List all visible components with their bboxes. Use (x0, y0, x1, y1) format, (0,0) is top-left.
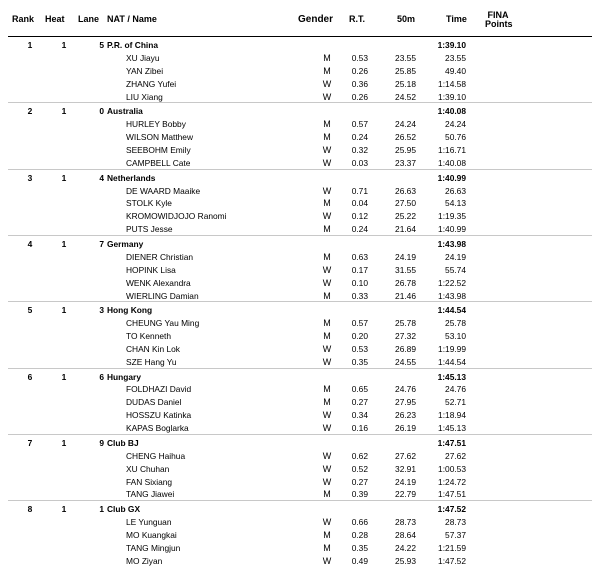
swimmer-cumulative-time: 26.63 (445, 185, 466, 196)
swimmer-split: 25.78 (395, 318, 416, 329)
team-time: 1:39.10 (437, 40, 466, 50)
swimmer-name: KROMOWIDJOJO Ranomi (126, 211, 227, 222)
swimmer-name: YAN Zibei (126, 65, 164, 76)
swimmer-name: CHAN Kin Lok (126, 343, 180, 354)
team-heat: 1 (61, 371, 67, 382)
swimmer-row (0, 317, 600, 329)
swimmer-reaction-time: 0.36 (351, 78, 368, 89)
swimmer-cumulative-time: 1:00.53 (438, 463, 466, 474)
team-row (0, 437, 600, 449)
swimmer-name: XU Jiayu (126, 52, 160, 63)
team-lane: 1 (99, 504, 104, 515)
swimmer-cumulative-time: 54.13 (445, 198, 466, 209)
swimmer-reaction-time: 0.24 (351, 224, 368, 235)
team-row (0, 105, 600, 117)
swimmer-gender: W (322, 78, 332, 89)
swimmer-cumulative-time: 1:19.35 (438, 211, 466, 222)
swimmer-reaction-time: 0.57 (351, 119, 368, 130)
swimmer-row (0, 223, 600, 235)
swimmer-cumulative-time: 57.37 (445, 529, 466, 540)
swimmer-reaction-time: 0.49 (351, 555, 368, 566)
swimmer-gender: M (323, 224, 331, 235)
swimmer-gender: W (322, 157, 332, 168)
swimmer-cumulative-time: 1:19.99 (438, 343, 466, 354)
team-heat: 1 (61, 238, 67, 249)
team-lane: 9 (99, 437, 104, 448)
swimmer-name: XU Chuhan (126, 463, 170, 474)
swimmer-reaction-time: 0.35 (351, 356, 368, 367)
swimmer-name: PUTS Jesse (126, 224, 173, 235)
swimmer-cumulative-time: 1:43.98 (438, 290, 466, 301)
swimmer-name: DE WAARD Maaike (126, 185, 201, 196)
team-time: 1:40.08 (437, 106, 466, 117)
swimmer-name: TANG Mingjun (126, 542, 181, 553)
swimmer-reaction-time: 0.28 (351, 529, 368, 540)
swimmer-split: 24.19 (395, 251, 416, 262)
swimmer-split: 25.22 (395, 211, 416, 222)
team-row (0, 371, 600, 383)
swimmer-split: 24.52 (395, 91, 416, 102)
swimmer-split: 25.18 (395, 78, 416, 89)
swimmer-row (0, 78, 600, 90)
swimmer-row (0, 422, 600, 434)
swimmer-cumulative-time: 1:22.52 (438, 277, 466, 288)
swimmer-reaction-time: 0.33 (351, 290, 368, 301)
swimmer-gender: W (322, 423, 332, 434)
swimmer-name: CHEUNG Yau Ming (126, 318, 200, 329)
swimmer-gender: W (322, 211, 332, 222)
team-lane: 4 (99, 172, 104, 183)
swimmer-row (0, 157, 600, 169)
swimmer-row (0, 396, 600, 408)
swimmer-reaction-time: 0.62 (351, 450, 368, 461)
swimmer-cumulative-time: 24.76 (445, 384, 466, 395)
team-rank: 7 (27, 437, 33, 448)
team-name: P.R. of China (107, 40, 159, 50)
swimmer-row (0, 131, 600, 143)
swimmer-gender: W (322, 476, 332, 487)
team-heat: 1 (61, 106, 67, 117)
swimmer-cumulative-time: 49.40 (445, 65, 466, 76)
swimmer-name: CAMPBELL Cate (126, 157, 191, 168)
team-heat: 1 (61, 40, 67, 50)
swimmer-name: DUDAS Daniel (126, 397, 182, 408)
swimmer-cumulative-time: 1:44.54 (438, 356, 466, 367)
header-split: 50m (397, 14, 416, 24)
team-heat: 1 (61, 504, 67, 515)
swimmer-cumulative-time: 1:47.52 (438, 555, 466, 566)
swimmer-row (0, 65, 600, 77)
swimmer-split: 21.46 (395, 290, 416, 301)
swimmer-gender: M (323, 132, 331, 143)
swimmer-row (0, 210, 600, 222)
swimmer-row (0, 488, 600, 500)
swimmer-gender: M (323, 529, 331, 540)
swimmer-reaction-time: 0.27 (351, 397, 368, 408)
swimmer-name: WENK Alexandra (126, 277, 191, 288)
swimmer-reaction-time: 0.20 (351, 331, 368, 341)
swimmer-row (0, 476, 600, 488)
swimmer-split: 28.73 (395, 517, 416, 527)
swimmer-row (0, 251, 600, 263)
swimmer-cumulative-time: 1:14.58 (438, 78, 466, 89)
team-rank: 4 (27, 238, 33, 249)
swimmer-name: FAN Sixiang (126, 476, 173, 487)
swimmer-gender: W (322, 450, 332, 461)
swimmer-reaction-time: 0.26 (351, 91, 368, 102)
team-rank: 5 (27, 305, 33, 316)
team-name: Club BJ (107, 437, 139, 448)
team-heat: 1 (61, 305, 67, 316)
team-name: Australia (107, 106, 143, 117)
team-lane: 5 (99, 40, 104, 50)
swimmer-row (0, 529, 600, 541)
swimmer-reaction-time: 0.03 (351, 157, 368, 168)
team-name: Hong Kong (107, 305, 153, 316)
swimmer-row (0, 277, 600, 289)
swimmer-gender: W (322, 145, 332, 155)
swimmer-cumulative-time: 28.73 (445, 517, 466, 527)
swimmer-row (0, 91, 600, 103)
swimmer-name: STOLK Kyle (126, 198, 172, 209)
swimmer-name: DIENER Christian (126, 251, 194, 262)
team-name: Netherlands (107, 172, 156, 183)
swimmer-cumulative-time: 1:47.51 (438, 489, 466, 500)
team-name: Germany (107, 238, 144, 249)
swimmer-cumulative-time: 53.10 (445, 331, 466, 341)
swimmer-row (0, 463, 600, 475)
swimmer-reaction-time: 0.17 (351, 264, 368, 275)
swimmer-gender: M (323, 65, 331, 76)
swimmer-name: HURLEY Bobby (126, 119, 186, 130)
team-separator (8, 301, 592, 302)
swimmer-gender: M (323, 251, 331, 262)
header-nat-name: NAT / Name (107, 14, 157, 24)
swimmer-row (0, 330, 600, 342)
swimmer-row (0, 409, 600, 421)
swimmer-name: LE Yunguan (126, 517, 172, 527)
swimmer-split: 24.55 (395, 356, 416, 367)
swimmer-reaction-time: 0.24 (351, 132, 368, 143)
swimmer-split: 26.52 (395, 132, 416, 143)
swimmer-cumulative-time: 24.24 (445, 119, 466, 130)
swimmer-split: 28.64 (395, 529, 416, 540)
swimmer-split: 22.79 (395, 489, 416, 500)
swimmer-cumulative-time: 1:16.71 (438, 145, 466, 155)
team-separator (8, 368, 592, 369)
swimmer-row (0, 542, 600, 554)
swimmer-row (0, 197, 600, 209)
team-rank: 1 (27, 40, 33, 50)
swimmer-reaction-time: 0.66 (351, 517, 368, 527)
swimmer-reaction-time: 0.12 (351, 211, 368, 222)
team-heat: 1 (61, 437, 67, 448)
header-rt: R.T. (349, 14, 366, 24)
swimmer-name: ZHANG Yufei (126, 78, 177, 89)
team-row (0, 503, 600, 515)
swimmer-gender: W (322, 410, 332, 421)
swimmer-row (0, 450, 600, 462)
swimmer-gender: W (322, 463, 332, 474)
swimmer-name: WIERLING Damian (126, 290, 199, 301)
swimmer-gender: M (323, 52, 331, 63)
swimmer-split: 26.89 (395, 343, 416, 354)
swimmer-gender: M (323, 331, 331, 341)
swimmer-split: 27.62 (395, 450, 416, 461)
swimmer-row (0, 52, 600, 64)
swimmer-gender: W (322, 517, 332, 527)
swimmer-gender: M (323, 384, 331, 395)
swimmer-name: FOLDHAZI David (126, 384, 192, 395)
team-heat: 1 (61, 172, 67, 183)
swimmer-row (0, 383, 600, 395)
swimmer-gender: M (323, 119, 331, 130)
team-separator (8, 500, 592, 501)
swimmer-cumulative-time: 52.71 (445, 397, 466, 408)
swimmer-row (0, 516, 600, 528)
team-rank: 6 (27, 371, 33, 382)
swimmer-split: 25.93 (395, 555, 416, 566)
swimmer-cumulative-time: 1:40.08 (438, 157, 466, 168)
header-fina-label: FINA (487, 10, 509, 20)
swimmer-row (0, 356, 600, 368)
swimmer-name: MO Kuangkai (126, 529, 177, 540)
swimmer-cumulative-time: 1:45.13 (438, 423, 466, 434)
swimmer-cumulative-time: 1:39.10 (438, 91, 466, 102)
swimmer-reaction-time: 0.35 (351, 542, 368, 553)
team-lane: 3 (99, 305, 104, 316)
swimmer-gender: M (323, 198, 331, 209)
swimmer-reaction-time: 0.52 (351, 463, 368, 474)
swimmer-split: 24.22 (395, 542, 416, 553)
swimmer-reaction-time: 0.71 (351, 185, 368, 196)
swimmer-reaction-time: 0.34 (351, 410, 368, 421)
swimmer-reaction-time: 0.10 (351, 277, 368, 288)
swimmer-name: CHENG Haihua (126, 450, 186, 461)
swimmer-name: MO Ziyan (126, 555, 163, 566)
swimmer-cumulative-time: 50.76 (445, 132, 466, 143)
swimmer-split: 31.55 (395, 264, 416, 275)
swimmer-gender: W (322, 356, 332, 367)
team-time: 1:47.51 (437, 437, 466, 448)
team-separator (8, 169, 592, 170)
swimmer-name: SEEBOHM Emily (126, 145, 191, 155)
swimmer-reaction-time: 0.57 (351, 318, 368, 329)
swimmer-name: KAPAS Boglarka (126, 423, 189, 434)
team-separator (8, 434, 592, 435)
team-separator (8, 102, 592, 103)
swimmer-gender: W (322, 555, 332, 566)
swimmer-split: 26.78 (395, 277, 416, 288)
team-name: Hungary (107, 371, 141, 382)
team-name: Club GX (107, 504, 141, 515)
swimmer-gender: M (323, 290, 331, 301)
swimmer-split: 27.95 (395, 397, 416, 408)
swimmer-gender: M (323, 542, 331, 553)
team-time: 1:44.54 (437, 305, 466, 316)
team-row (0, 304, 600, 316)
swimmer-cumulative-time: 23.55 (445, 52, 466, 63)
swimmer-cumulative-time: 1:40.99 (438, 224, 466, 235)
swimmer-row (0, 185, 600, 197)
team-lane: 0 (99, 106, 104, 117)
header-gender: Gender (298, 14, 334, 25)
swimmer-row (0, 343, 600, 355)
swimmer-split: 27.32 (395, 331, 416, 341)
swimmer-name: TO Kenneth (126, 331, 172, 341)
swimmer-gender: W (322, 185, 332, 196)
swimmer-name: SZE Hang Yu (126, 356, 177, 367)
team-lane: 6 (99, 371, 104, 382)
team-time: 1:40.99 (437, 172, 466, 183)
swimmer-cumulative-time: 1:21.59 (438, 542, 466, 553)
team-time: 1:47.52 (437, 504, 466, 515)
swimmer-reaction-time: 0.16 (351, 423, 368, 434)
swimmer-name: HOSSZU Katinka (126, 410, 192, 421)
swimmer-gender: M (323, 489, 331, 500)
team-time: 1:45.13 (437, 371, 466, 382)
swimmer-split: 23.55 (395, 52, 416, 63)
swimmer-cumulative-time: 27.62 (445, 450, 466, 461)
team-rank: 2 (27, 106, 33, 117)
team-lane: 7 (99, 238, 104, 249)
team-rank: 3 (27, 172, 33, 183)
swimmer-cumulative-time: 1:24.72 (438, 476, 466, 487)
header-points-label: Points (485, 19, 513, 29)
header-lane: Lane (78, 14, 100, 24)
swimmer-reaction-time: 0.32 (351, 145, 368, 155)
swimmer-split: 27.50 (395, 198, 416, 209)
swimmer-cumulative-time: 24.19 (445, 251, 466, 262)
swimmer-name: WILSON Matthew (126, 132, 194, 143)
swimmer-name: HOPINK Lisa (126, 264, 176, 275)
swimmer-split: 23.37 (395, 157, 416, 168)
swimmer-gender: M (323, 397, 331, 408)
swimmer-reaction-time: 0.39 (351, 489, 368, 500)
swimmer-gender: W (322, 343, 332, 354)
swimmer-row (0, 555, 600, 567)
swimmer-name: TANG Jiawei (126, 489, 175, 500)
swimmer-cumulative-time: 25.78 (445, 318, 466, 329)
swimmer-gender: W (322, 264, 332, 275)
swimmer-split: 24.19 (395, 476, 416, 487)
team-row (0, 39, 600, 51)
swimmer-split: 26.19 (395, 423, 416, 434)
swimmer-reaction-time: 0.26 (351, 65, 368, 76)
team-separator (8, 235, 592, 236)
team-time: 1:43.98 (437, 238, 466, 249)
header-divider (8, 36, 592, 37)
header-fina-points (485, 11, 511, 29)
swimmer-split: 25.85 (395, 65, 416, 76)
swimmer-reaction-time: 0.53 (351, 52, 368, 63)
swimmer-name: LIU Xiang (126, 91, 163, 102)
swimmer-split: 24.24 (395, 119, 416, 130)
swimmer-reaction-time: 0.53 (351, 343, 368, 354)
swimmer-gender: M (323, 318, 331, 329)
swimmer-cumulative-time: 55.74 (445, 264, 466, 275)
swimmer-reaction-time: 0.65 (351, 384, 368, 395)
swimmer-reaction-time: 0.27 (351, 476, 368, 487)
header-rank: Rank (12, 14, 35, 24)
header-time: Time (446, 14, 467, 24)
team-row (0, 238, 600, 250)
swimmer-gender: W (322, 91, 332, 102)
swimmer-split: 32.91 (395, 463, 416, 474)
swimmer-cumulative-time: 1:18.94 (438, 410, 466, 421)
team-rank: 8 (27, 504, 33, 515)
team-row (0, 172, 600, 184)
swimmer-row (0, 264, 600, 276)
swimmer-split: 26.23 (395, 410, 416, 421)
header-heat: Heat (45, 14, 65, 24)
swimmer-reaction-time: 0.63 (351, 251, 368, 262)
swimmer-split: 24.76 (395, 384, 416, 395)
swimmer-row (0, 144, 600, 156)
swimmer-split: 26.63 (395, 185, 416, 196)
swimmer-reaction-time: 0.04 (351, 198, 368, 209)
swimmer-split: 21.64 (395, 224, 416, 235)
swimmer-row (0, 290, 600, 302)
swimmer-split: 25.95 (395, 145, 416, 155)
swimmer-row (0, 118, 600, 130)
swimmer-gender: W (322, 277, 332, 288)
